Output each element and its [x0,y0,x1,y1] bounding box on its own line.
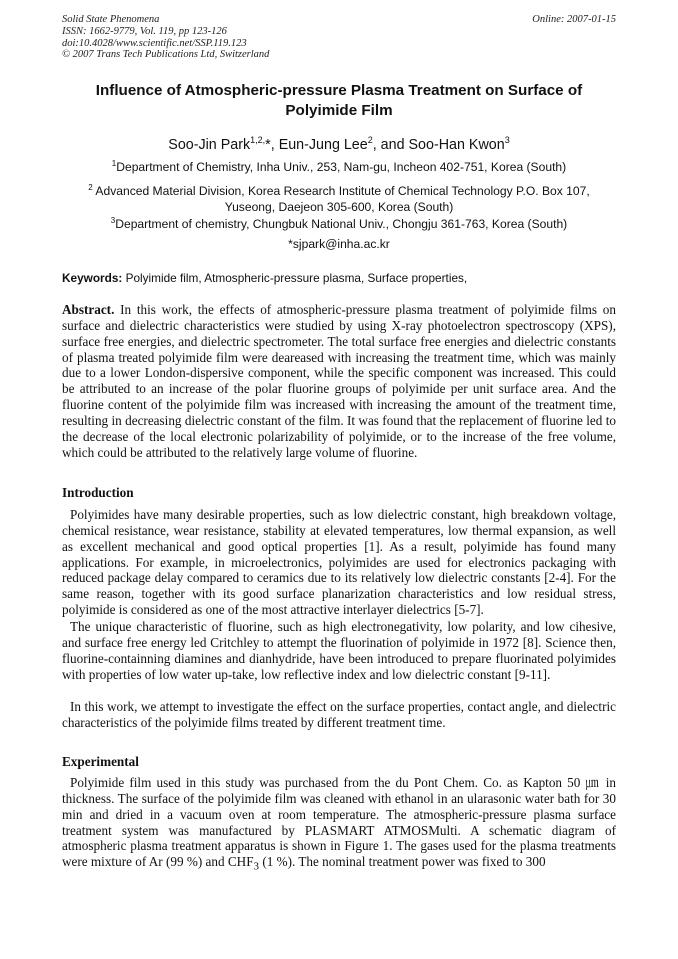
author-affiliation-mark: 2 [367,135,373,145]
experimental-heading: Experimental [62,754,139,769]
keywords-text: Polyimide film, Atmospheric-pressure plasma, Surface properties, [122,271,468,285]
affiliation-number: 1 [111,159,117,168]
affiliation-1 [62,156,616,176]
issn-line: ISSN: 1662-9779, Vol. 119, pp 123-126 [62,25,227,37]
journal-header [62,14,269,61]
introduction-paragraph-3: In this work, we attempt to investigate the effect on the surface properties, contact angle, and dielectric characteristics of the polyimide films treated by different treatment time. [62,699,616,730]
corresponding-mark: * [265,136,271,153]
corresponding-email[interactable]: *sjpark@inha.ac.kr [288,237,390,251]
experimental-text: Polyimide film used in this study was purchased from the du Pont Chem. Co. as Kapton 50 ㎛ in thickness. The surface of the polyimide film was cleaned with ethanol in an ularasonic water bath for 30 min and dried in a vacuum oven at room temperature. The atmospheric-pressure plasma surface treatment system was manufactured by PLASMART ATMOSMulti. A schematic diagram of atmospheric plasma treatment apparatus is shown in Figure 1. The gases used for the plasma treatments were mixture of Ar (99 %) and CHF [62,775,616,870]
affiliation-text: Advanced Material Division, Korea Research Institute of Chemical Technology P.O. Box 107, Yuseong, Daejeon 305-600, Korea (South) [95,184,590,214]
author-separator: , [270,136,279,153]
affiliation-number: 2 [88,183,93,192]
introduction-heading: Introduction [62,485,134,500]
author-list [62,131,616,154]
abstract-text: In this work, the effects of atmospheric-pressure plasma treatment of polyimide films on surface and dielectric characteristics were studied by using X-ray photoelectron spectroscopy (XPS), surface free energies, and dielectric spectrometer. The total surface free energies and dielectric constants of plasma treated polyimide film were deareased with increasing the treatment time, which was mainly due to a lower London-dispersive component, while the specific component was increased. This could be attributed to an increase of the polar fluorine groups of polyimide per unit surface area. And the fluorine content of the polyimide film was increased with increasing the amount of the treatment time, resulting in decreasing dielectric constant of the film. It was found that the replacement of fluorine led to the decrease of the local electronic polarizability of polyimide, or to the increase of the free volume, which could be attributed to the relatively large volume of fluorine. [62,302,616,460]
introduction-paragraph-1: Polyimides have many desirable properties, such as low dielectric constant, high breakdown voltage, chemical resistance, wear resistance, stability at elevated temperatures, low thermal expansion, as well as excellent mechanical and good optical properties [1]. As a result, polyimide has found many applications. For example, in microelectronics, polyimides are used for electronics packaging with reduced package delay compared to ceramics due to its relatively low dielectric constants [2-4]. For the same reason, together with its good surface planarization characteristics and low residual stress, polyimide is considered as one of the most attractive interlayer dielectrics [5-7]. [62,507,616,618]
affiliation-3 [62,213,616,233]
experimental-paragraph-1 [62,775,616,876]
doi-line: doi:10.4028/www.scientific.net/SSP.119.123 [62,37,247,49]
affiliation-2 [62,180,616,215]
affiliation-text: Department of chemistry, Chungbuk National Univ., Chongju 361-763, Korea (South) [115,217,568,232]
online-date: Online: 2007-01-15 [532,14,616,25]
journal-name: Solid State Phenomena [62,14,160,25]
paper-title: Influence of Atmospheric-pressure Plasma Treatment on Surface of Polyimide Film [95,82,583,119]
subscript: 3 [253,860,260,873]
affiliation-text: Department of Chemistry, Inha Univ., 253, Nam-gu, Incheon 402-751, Korea (South) [116,160,567,175]
affiliation-number: 3 [110,216,116,225]
author-separator: , and [372,136,409,153]
introduction-paragraph-2: The unique characteristic of fluorine, such as high electronegativity, low polarity, and low cihesive, and surface free energy led Critchley to attempt the fluorination of polyimide in 1972 [8]. Science then, fluorine-containning diamines and dianhydride, have been introduced to prepare fluorinated polyimides with properties of low water up-take, low reflective index and low dielectric constant [9-11]. [62,619,616,682]
keywords [62,271,616,285]
abstract-label: Abstract. [62,302,115,317]
copyright-line: © 2007 Trans Tech Publications Ltd, Switzerland [62,49,270,61]
author-affiliation-mark: 3 [504,135,510,145]
author-affiliation-mark: 1,2, [250,135,266,145]
author-name: Eun-Jung Lee [278,136,368,153]
keywords-label: Keywords: [62,271,123,285]
abstract [62,302,616,460]
author-name: Soo-Han Kwon [408,136,505,153]
author-name: Soo-Jin Park [168,136,251,153]
experimental-text: (1 %). The nominal treatment power was fixed to 300 [259,854,546,870]
